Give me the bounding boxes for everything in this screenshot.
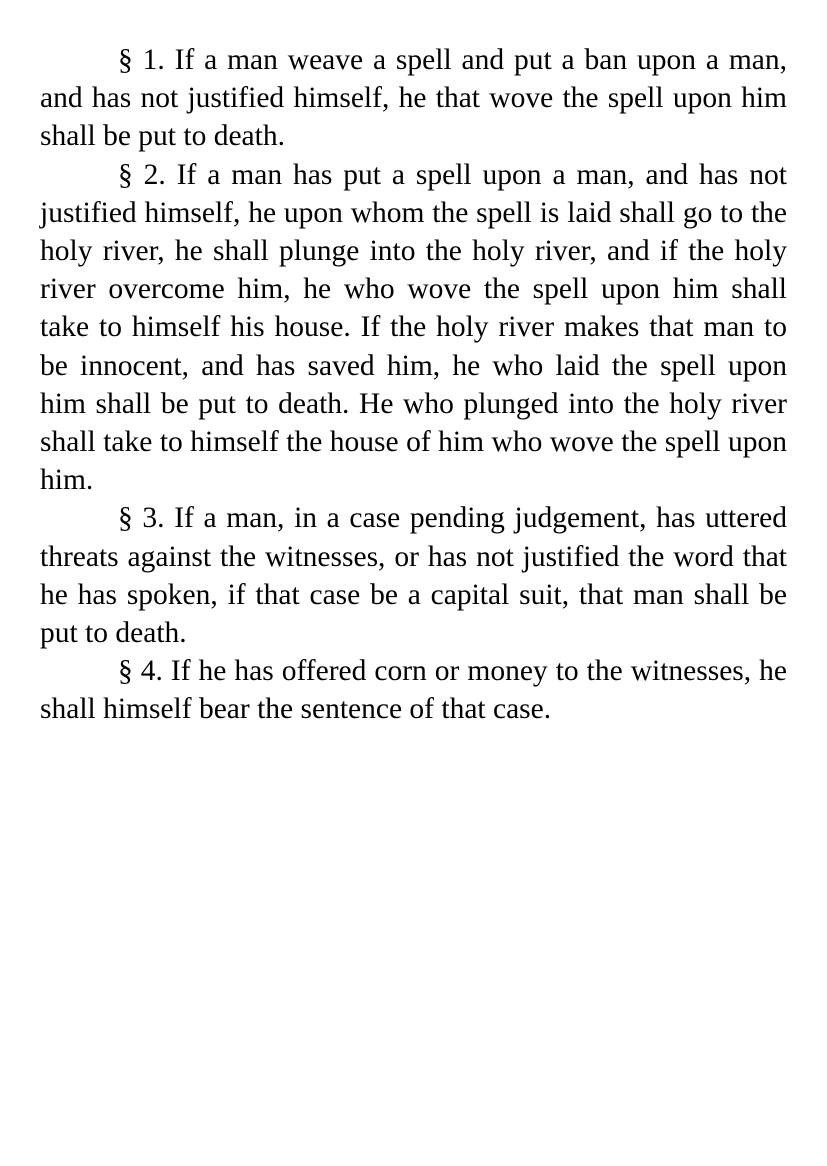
paragraph-section-3: § 3. If a man, in a case pending judgement, has uttered threats against the witnesses, or has not justified the word that he has spoken, if that case be a capital suit, that man shall be put to death. (40, 502, 787, 650)
paragraph-section-1: § 1. If a man weave a spell and put a ban upon a man, and has not justified himself, he that wove the spell upon him shall be put to death. (40, 44, 787, 153)
paragraph-section-2: § 2. If a man has put a spell upon a man, and has not justified himself, he upon whom the spell is laid shall go to the holy river, he shall plunge into the holy river, and if the holy river overcome him, he who wove the spell upon him shall take to himself his house. If the holy river makes that man to be innocent, and has saved him, he who laid the spell upon him shall be put to death. He who plunged into the holy river shall take to himself the house of him who wove the spell upon him. (40, 158, 787, 497)
paragraph-section-4: § 4. If he has offered corn or money to the witnesses, he shall himself bear the sentence of that case. (40, 655, 787, 726)
document-page (40, 41, 787, 729)
